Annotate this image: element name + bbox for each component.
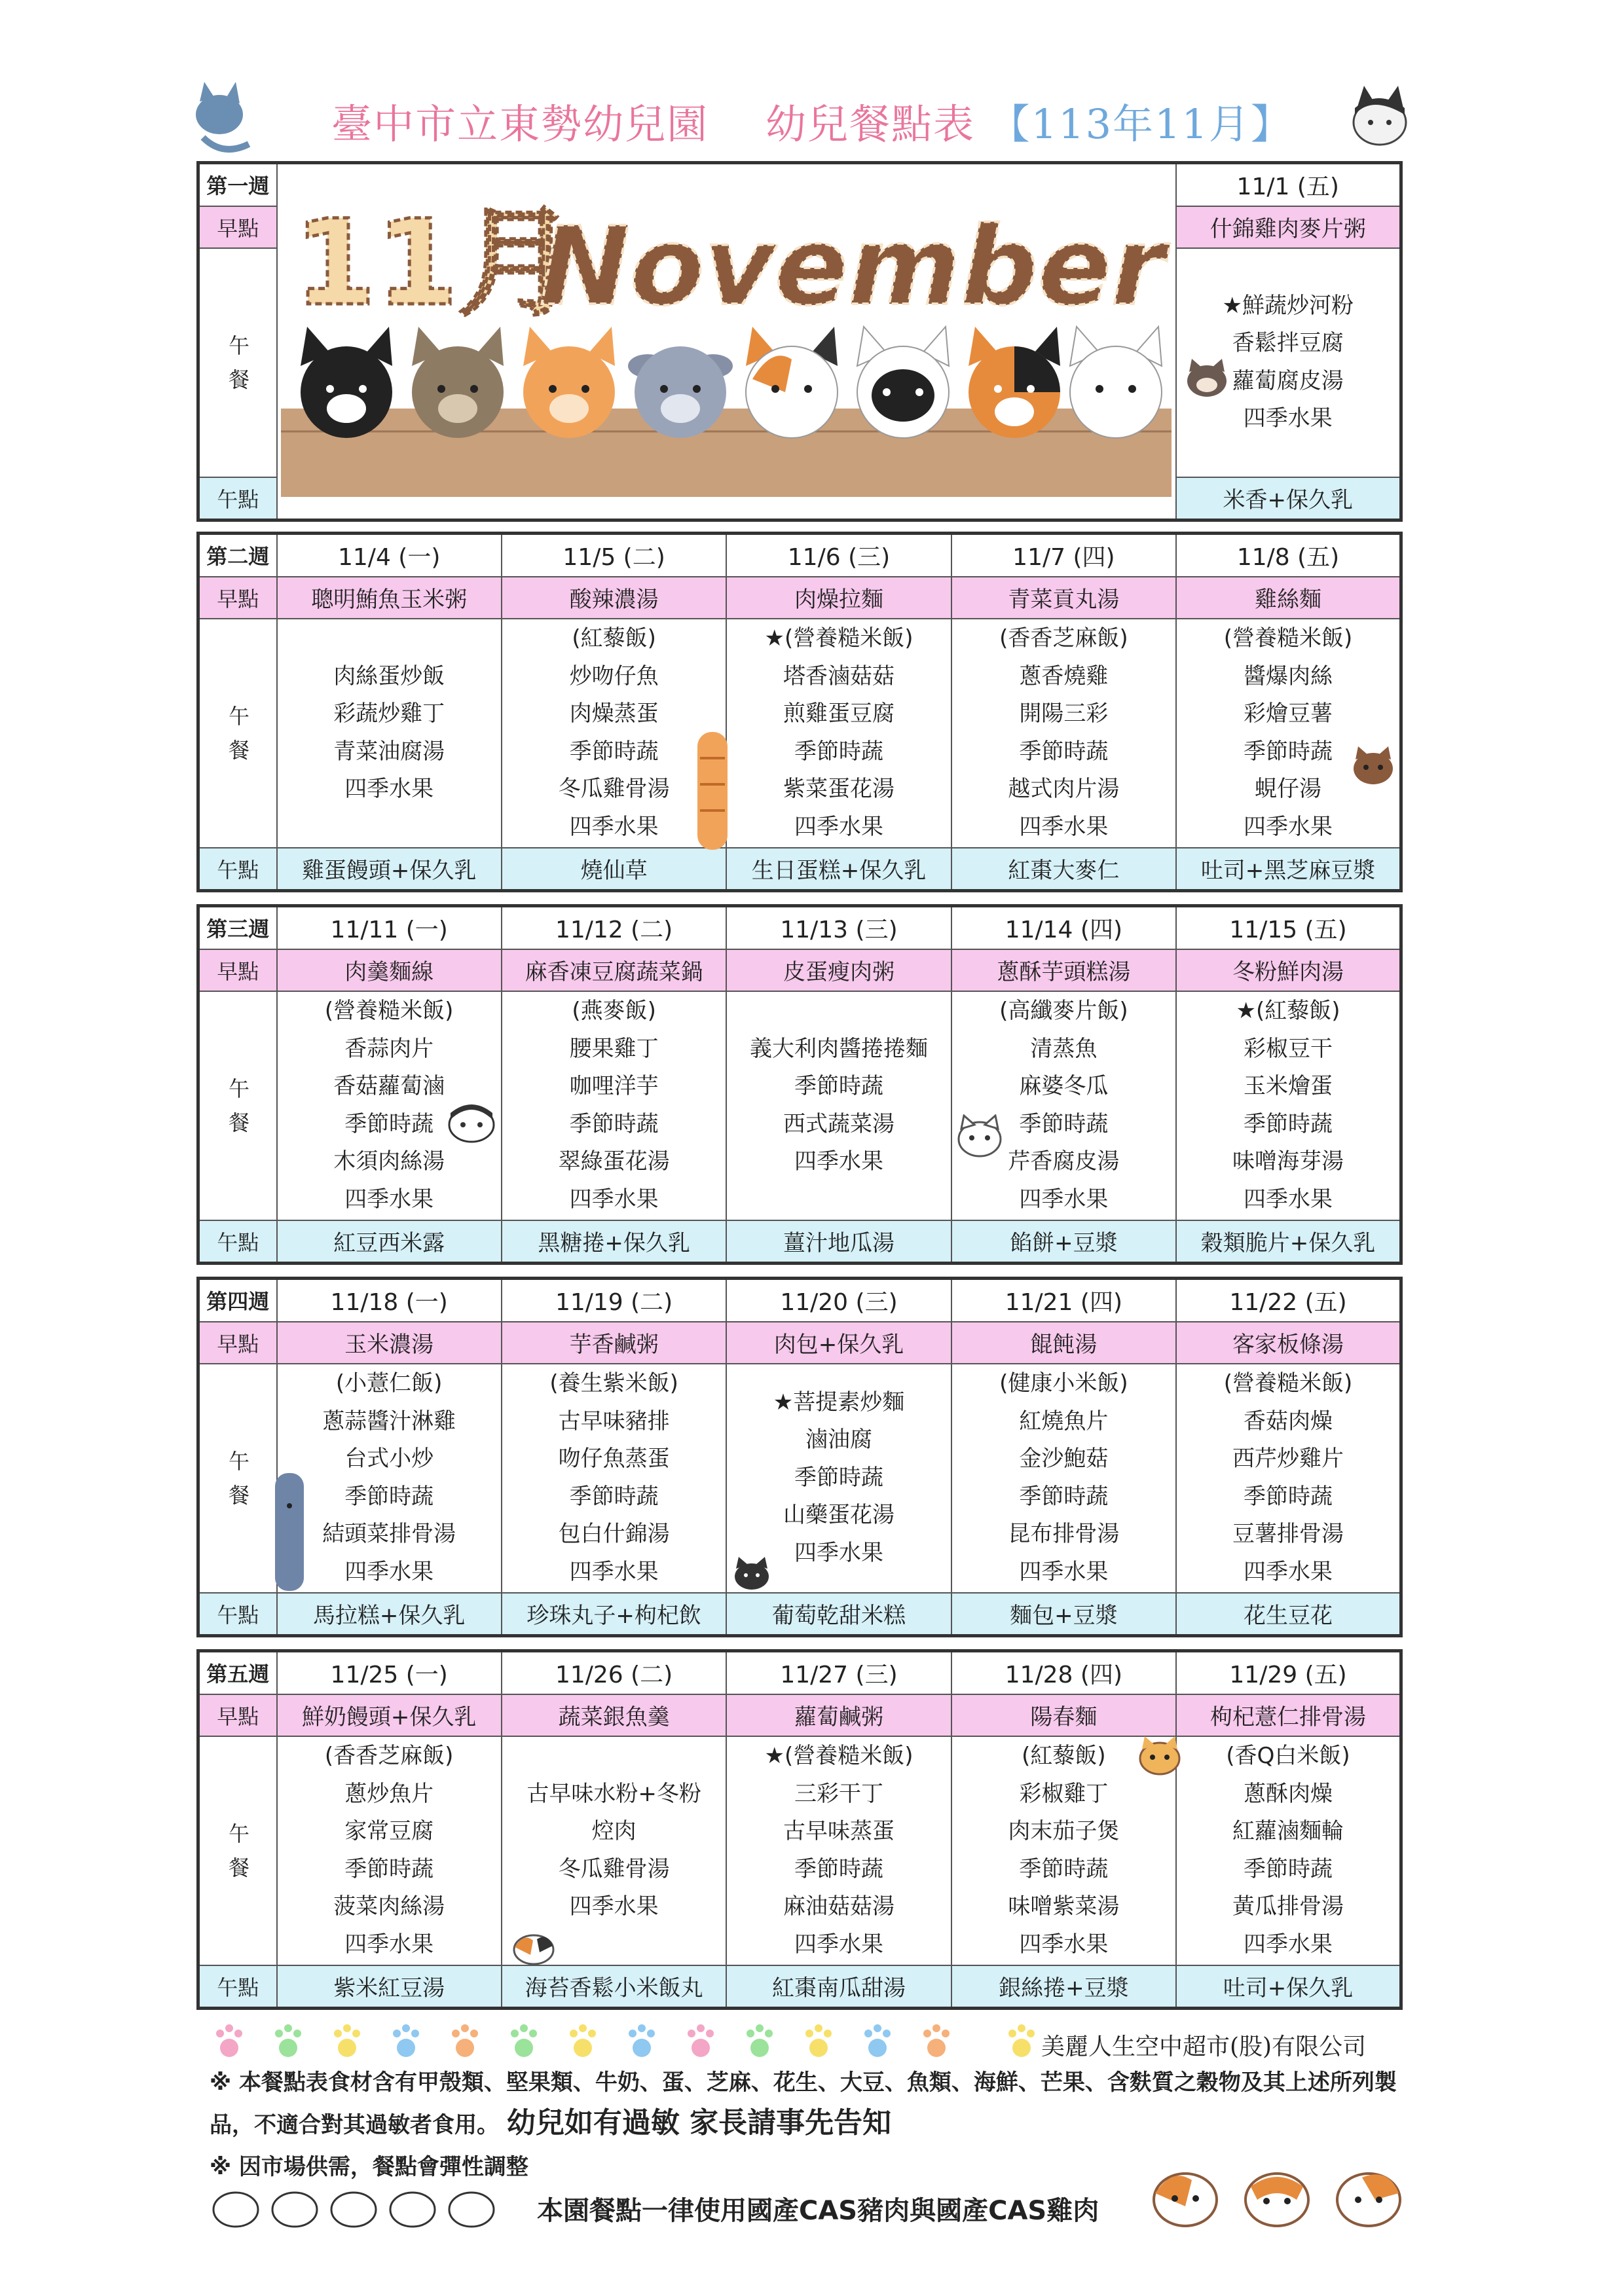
week5-table (196, 1649, 1403, 2010)
lunch-cell (1176, 991, 1401, 1220)
snack-cell: 燒仙草 (502, 848, 726, 891)
day-date: 11/19 (二) (502, 1279, 726, 1322)
snack-cell: 珍珠丸子+枸杞飲 (502, 1593, 726, 1636)
lunch-item: 肉絲蛋炒飯 (333, 663, 445, 689)
snack-label: 午點 (198, 1220, 277, 1264)
lunch-cell (277, 619, 502, 848)
lunch-item: 黃瓜排骨湯 (1232, 1893, 1344, 1920)
lunch-item: 蔥炒魚片 (344, 1780, 434, 1807)
snack-cell: 花生豆花 (1176, 1593, 1401, 1636)
week3-table (196, 904, 1403, 1265)
breakfast-cell: 鮮奶饅頭+保久乳 (277, 1694, 502, 1736)
lunch-item: ★(營養糙米飯) (764, 1743, 913, 1769)
lunch-item: 芹香腐皮湯 (1008, 1148, 1120, 1175)
lunch-item: 麻婆冬瓜 (1019, 1073, 1109, 1099)
lunch-item: 味噌海芽湯 (1232, 1148, 1344, 1175)
breakfast-cell: 聰明鮪魚玉米粥 (277, 577, 502, 619)
cat-top-left-icon (190, 79, 255, 157)
snack-cell: 紅棗南瓜甜湯 (726, 1965, 951, 2009)
title-period: 【113年11月】 (989, 100, 1293, 148)
lunch-cell (502, 1364, 726, 1593)
lunch-item: 吻仔魚蒸蛋 (558, 1446, 670, 1472)
day-date: 11/8 (五) (1176, 534, 1401, 577)
week-label: 第四週 (198, 1279, 277, 1322)
lunch-item: 季節時蔬 (794, 1855, 883, 1882)
breakfast-cell: 枸杞薏仁排骨湯 (1176, 1694, 1401, 1736)
lunch-item: 季節時蔬 (569, 738, 659, 765)
snack-cell: 葡萄乾甜米糕 (726, 1593, 951, 1636)
snack-cell: 餡餅+豆漿 (951, 1220, 1176, 1264)
breakfast-cell: 酸辣濃湯 (502, 577, 726, 619)
lunch-item: 清蒸魚 (1030, 1035, 1098, 1062)
lunch-item: 季節時蔬 (569, 1483, 659, 1510)
lunch-item: 季節時蔬 (794, 738, 883, 765)
lunch-item: 季節時蔬 (1019, 1483, 1109, 1510)
snack-label: 午點 (198, 848, 277, 891)
lunch-item: (高纖麥片飯) (999, 998, 1128, 1024)
lunch-label: 午餐 (198, 619, 277, 848)
snack-cell: 吐司+黑芝麻豆漿 (1176, 848, 1401, 891)
week-label: 第二週 (198, 534, 277, 577)
lunch-item: 季節時蔬 (1244, 1483, 1333, 1510)
lunch-item: 四季水果 (794, 813, 883, 840)
lunch-item: 四季水果 (569, 1186, 659, 1212)
lunch-item: 肉燥蒸蛋 (569, 701, 659, 727)
lunch-item: 古早味水粉+冬粉 (526, 1780, 701, 1807)
lunch-cell (1176, 1364, 1401, 1593)
lunch-item: 蔥酥肉燥 (1244, 1780, 1333, 1807)
meat-note: 本園餐點一律使用國產CAS豬肉與國產CAS雞肉 (537, 2196, 1099, 2226)
lunch-cell (726, 619, 951, 848)
lunch-item: 紅燒魚片 (1019, 1408, 1109, 1434)
cat-face-icon (1184, 359, 1230, 398)
paw-prints-icon (216, 2023, 1035, 2062)
lunch-item: (營養糙米飯) (324, 998, 454, 1024)
cat-face-icon (732, 1557, 771, 1592)
snack-cell: 麵包+豆漿 (951, 1593, 1176, 1636)
lunch-item: 越式肉片湯 (1008, 776, 1120, 802)
lunch-item: (燕麥飯) (572, 998, 656, 1024)
lunch-item: (香香芝麻飯) (324, 1743, 454, 1769)
snack-cell: 馬拉糕+保久乳 (277, 1593, 502, 1636)
lunch-item: 玉米燴蛋 (1244, 1073, 1333, 1099)
lunch-item: 季節時蔬 (344, 1855, 434, 1882)
snack-cell: 銀絲捲+豆漿 (951, 1965, 1176, 2009)
lunch-item: 味噌紫菜湯 (1008, 1893, 1120, 1920)
lunch-item: 台式小炒 (344, 1446, 434, 1472)
lunch-item: 包白什錦湯 (558, 1521, 670, 1547)
day-date: 11/13 (三) (726, 906, 951, 949)
lunch-item: 豆薯排骨湯 (1232, 1521, 1344, 1547)
breakfast-cell: 什錦雞肉麥片粥 (1176, 206, 1401, 248)
day-date: 11/27 (三) (726, 1651, 951, 1694)
lunch-item: 季節時蔬 (794, 1464, 883, 1491)
lunch-item: 季節時蔬 (1019, 1110, 1109, 1137)
lunch-cell (951, 619, 1176, 848)
lunch-item: 香鬆拌豆腐 (1232, 330, 1344, 356)
lunch-item: 季節時蔬 (1019, 1855, 1109, 1882)
lunch-item: 蔥蒜醬汁淋雞 (322, 1408, 456, 1434)
lunch-item: ★(紅藜飯) (1236, 998, 1340, 1024)
lunch-item: 焢肉 (591, 1818, 637, 1844)
day-date: 11/22 (五) (1176, 1279, 1401, 1322)
lunch-item: 香菇蘿蔔滷 (333, 1073, 445, 1099)
november-banner-art (281, 183, 1172, 497)
day-date: 11/25 (一) (277, 1651, 502, 1694)
lunch-item: (營養糙米飯) (1223, 1370, 1353, 1396)
breakfast-cell: 客家板條湯 (1176, 1322, 1401, 1364)
breakfast-cell: 青菜貢丸湯 (951, 577, 1176, 619)
lunch-item: 四季水果 (1019, 1186, 1109, 1212)
day-date: 11/21 (四) (951, 1279, 1176, 1322)
lunch-cell (1176, 1736, 1401, 1965)
week-label: 第五週 (198, 1651, 277, 1694)
breakfast-cell: 雞絲麵 (1176, 577, 1401, 619)
snack-cell: 吐司+保久乳 (1176, 1965, 1401, 2009)
snack-label: 午點 (198, 1593, 277, 1636)
snack-cell: 紅棗大麥仁 (951, 848, 1176, 891)
breakfast-label: 早點 (198, 949, 277, 991)
cat-top-right-icon (1346, 82, 1411, 160)
allergy-note-text: ※ 本餐點表食材含有甲殼類、堅果類、牛奶、蛋、芝麻、花生、大豆、魚類、海鮮、芒果、含麩質之穀物及其上述所列製品，不適合對其過敏者食用。 (210, 2069, 1397, 2138)
lunch-item: 四季水果 (794, 1148, 883, 1175)
day-date: 11/4 (一) (277, 534, 502, 577)
day-date: 11/20 (三) (726, 1279, 951, 1322)
lunch-item: 四季水果 (1019, 1558, 1109, 1585)
lunch-item: 四季水果 (344, 1558, 434, 1585)
lunch-item: 麻油菇菇湯 (783, 1893, 895, 1920)
lunch-item: 季節時蔬 (794, 1073, 883, 1099)
breakfast-cell: 芋香鹹粥 (502, 1322, 726, 1364)
day-date: 11/1 (五) (1176, 163, 1401, 206)
lunch-label: 午餐 (198, 1736, 277, 1965)
lunch-item: 昆布排骨湯 (1008, 1521, 1120, 1547)
lunch-item: 四季水果 (569, 813, 659, 840)
snack-cell: 薑汁地瓜湯 (726, 1220, 951, 1264)
lunch-item: 古早味豬排 (558, 1408, 670, 1434)
snack-cell: 穀類脆片+保久乳 (1176, 1220, 1401, 1264)
lunch-item: 香菇肉燥 (1244, 1408, 1333, 1434)
lunch-cell (726, 991, 951, 1220)
breakfast-cell: 餛飩湯 (951, 1322, 1176, 1364)
lunch-item: 煎雞蛋豆腐 (783, 701, 895, 727)
breakfast-cell: 肉包+保久乳 (726, 1322, 951, 1364)
week1-table (196, 161, 1403, 522)
week2-table (196, 532, 1403, 892)
snack-cell: 黑糖捲+保久乳 (502, 1220, 726, 1264)
day-date: 11/7 (四) (951, 534, 1176, 577)
day-date: 11/14 (四) (951, 906, 1176, 949)
market-note: ※ 因市場供需，餐點會彈性調整 (210, 2154, 528, 2180)
breakfast-label: 早點 (198, 206, 277, 248)
day-date: 11/26 (二) (502, 1651, 726, 1694)
day-date: 11/11 (一) (277, 906, 502, 949)
lunch-item: 塔香滷菇菇 (783, 663, 895, 689)
day-date: 11/12 (二) (502, 906, 726, 949)
lunch-cell (951, 1364, 1176, 1593)
lunch-item: 彩椒豆干 (1244, 1035, 1333, 1062)
title-school: 臺中市立東勢幼兒園 (331, 100, 709, 148)
lunch-item: 四季水果 (1019, 1931, 1109, 1958)
lunch-item: 季節時蔬 (344, 1110, 434, 1137)
lunch-item: (養生紫米飯) (549, 1370, 678, 1396)
lunch-item: 古早味蒸蛋 (783, 1818, 895, 1844)
lunch-item: 結頭菜排骨湯 (322, 1521, 456, 1547)
day-date: 11/5 (二) (502, 534, 726, 577)
snack-cell: 生日蛋糕+保久乳 (726, 848, 951, 891)
breakfast-cell: 蔬菜銀魚羹 (502, 1694, 726, 1736)
lunch-item: ★鮮蔬炒河粉 (1222, 292, 1354, 319)
lunch-item: 季節時蔬 (569, 1110, 659, 1137)
lunch-item: 蔥香燒雞 (1019, 663, 1109, 689)
snack-label: 午點 (198, 477, 277, 520)
lunch-item: 炒吻仔魚 (569, 663, 659, 689)
lunch-item: 蘿蔔腐皮湯 (1232, 367, 1344, 394)
lunch-item: 四季水果 (569, 1558, 659, 1585)
cat-face-icon (445, 1100, 498, 1143)
lunch-cell (502, 991, 726, 1220)
breakfast-cell: 冬粉鮮肉湯 (1176, 949, 1401, 991)
lunch-item: 四季水果 (1244, 813, 1333, 840)
cat-face-icon (955, 1114, 1005, 1157)
lunch-item: 四季水果 (569, 1893, 659, 1920)
lunch-item: 彩蔬炒雞丁 (333, 701, 445, 727)
lunch-label: 午餐 (198, 248, 277, 477)
lunch-item: 香蒜肉片 (344, 1035, 434, 1062)
lunch-item: 四季水果 (1244, 1186, 1333, 1212)
lunch-item: 冬瓜雞骨湯 (558, 1855, 670, 1882)
lunch-item: 青菜油腐湯 (333, 738, 445, 765)
lunch-item: (紅藜飯) (1022, 1743, 1106, 1769)
lunch-item: 蜆仔湯 (1255, 776, 1322, 802)
cat-face-icon (1137, 1736, 1183, 1776)
lunch-item: 季節時蔬 (344, 1483, 434, 1510)
breakfast-cell: 肉羹麵線 (277, 949, 502, 991)
banner-month: 11月 (294, 195, 576, 333)
lunch-item: 滷油腐 (805, 1427, 872, 1453)
lunch-label: 午餐 (198, 1364, 277, 1593)
lunch-item: 翠綠蛋花湯 (558, 1148, 670, 1175)
lunch-item: 肉末茄子煲 (1008, 1818, 1120, 1844)
lunch-item: 四季水果 (794, 1539, 883, 1566)
cat-faces-right-icon (1146, 2160, 1408, 2232)
lunch-item: ★菩提素炒麵 (773, 1389, 905, 1415)
lunch-item: 四季水果 (1243, 405, 1333, 431)
lunch-item: 彩椒雞丁 (1019, 1780, 1109, 1807)
week4-table (196, 1277, 1403, 1637)
lunch-label: 午餐 (198, 991, 277, 1220)
lunch-item: 四季水果 (1244, 1558, 1333, 1585)
cat-faces-row-icon (210, 2180, 524, 2232)
lunch-cell (726, 1736, 951, 1965)
lunch-item: 三彩干丁 (794, 1780, 883, 1807)
breakfast-label: 早點 (198, 1694, 277, 1736)
lunch-item: 金沙鮑菇 (1019, 1446, 1109, 1472)
lunch-item: 季節時蔬 (1019, 738, 1109, 765)
breakfast-cell: 蔥酥芋頭糕湯 (951, 949, 1176, 991)
lunch-item: 西芹炒雞片 (1232, 1446, 1344, 1472)
week-label: 第一週 (198, 163, 277, 206)
lunch-item: 西式蔬菜湯 (783, 1110, 895, 1137)
snack-cell: 紅豆西米露 (277, 1220, 502, 1264)
lunch-item: ★(營養糙米飯) (764, 625, 913, 651)
breakfast-cell: 陽春麵 (951, 1694, 1176, 1736)
title-menu: 幼兒餐點表 (765, 100, 975, 148)
snack-cell: 海苔香鬆小米飯丸 (502, 1965, 726, 2009)
breakfast-label: 早點 (198, 577, 277, 619)
day-date: 11/18 (一) (277, 1279, 502, 1322)
breakfast-cell: 麻香凍豆腐蔬菜鍋 (502, 949, 726, 991)
cat-peek-icon (275, 1473, 308, 1591)
lunch-item: 季節時蔬 (1244, 1110, 1333, 1137)
lunch-cell (951, 991, 1176, 1220)
lunch-item: 四季水果 (344, 776, 434, 802)
snack-cell: 米香+保久乳 (1176, 477, 1401, 520)
lunch-cell (277, 1736, 502, 1965)
lunch-item: 家常豆腐 (344, 1818, 434, 1844)
lunch-item: 四季水果 (344, 1186, 434, 1212)
lunch-item: 季節時蔬 (1244, 738, 1333, 765)
lunch-item: 四季水果 (1019, 813, 1109, 840)
november-banner (277, 163, 1176, 520)
lunch-item: 四季水果 (794, 1931, 883, 1958)
lunch-item: 四季水果 (344, 1931, 434, 1958)
lunch-item: 義大利肉醬捲捲麵 (749, 1035, 928, 1062)
breakfast-cell: 皮蛋瘦肉粥 (726, 949, 951, 991)
lunch-item: 彩燴豆薯 (1244, 701, 1333, 727)
breakfast-cell: 肉燥拉麵 (726, 577, 951, 619)
lunch-item: (營養糙米飯) (1223, 625, 1353, 651)
day-date: 11/15 (五) (1176, 906, 1401, 949)
day-date: 11/6 (三) (726, 534, 951, 577)
lunch-item: (香Q白米飯) (1226, 1743, 1350, 1769)
snack-cell: 紫米紅豆湯 (277, 1965, 502, 2009)
cat-face-icon (511, 1929, 557, 1965)
breakfast-label: 早點 (198, 1322, 277, 1364)
company-name: 美麗人生空中超市(股)有限公司 (1041, 2033, 1367, 2060)
lunch-item: 四季水果 (1244, 1931, 1333, 1958)
snack-label: 午點 (198, 1965, 277, 2009)
lunch-item: 開陽三彩 (1019, 701, 1109, 727)
day-date: 11/28 (四) (951, 1651, 1176, 1694)
lunch-item: (紅藜飯) (572, 625, 656, 651)
lunch-item: 菠菜肉絲湯 (333, 1893, 445, 1920)
allergy-alert: 幼兒如有過敏 家長請事先告知 (506, 2106, 892, 2140)
lunch-item: (小薏仁飯) (335, 1370, 443, 1396)
lunch-item: 咖哩洋芋 (569, 1073, 659, 1099)
lunch-item: (香香芝麻飯) (999, 625, 1128, 651)
week-label: 第三週 (198, 906, 277, 949)
lunch-item: 冬瓜雞骨湯 (558, 776, 670, 802)
lunch-item: (健康小米飯) (999, 1370, 1128, 1396)
lunch-item: 紅蘿滷麵輪 (1232, 1818, 1344, 1844)
lunch-item: 木須肉絲湯 (333, 1148, 445, 1175)
cat-face-icon (1350, 746, 1396, 786)
lunch-cell (1176, 619, 1401, 848)
lunch-item: 醬爆肉絲 (1244, 663, 1333, 689)
allergy-note (210, 2062, 1408, 2145)
lunch-cell (277, 1364, 502, 1593)
cat-peek-icon (691, 732, 730, 850)
lunch-item: 腰果雞丁 (569, 1035, 659, 1062)
lunch-item: 季節時蔬 (1244, 1855, 1333, 1882)
lunch-item: 紫菜蛋花湯 (783, 776, 895, 802)
breakfast-cell: 玉米濃湯 (277, 1322, 502, 1364)
lunch-item: 山藥蛋花湯 (783, 1502, 895, 1529)
day-date: 11/29 (五) (1176, 1651, 1401, 1694)
snack-cell: 雞蛋饅頭+保久乳 (277, 848, 502, 891)
breakfast-cell: 蘿蔔鹹粥 (726, 1694, 951, 1736)
banner-word: November (540, 204, 1165, 330)
